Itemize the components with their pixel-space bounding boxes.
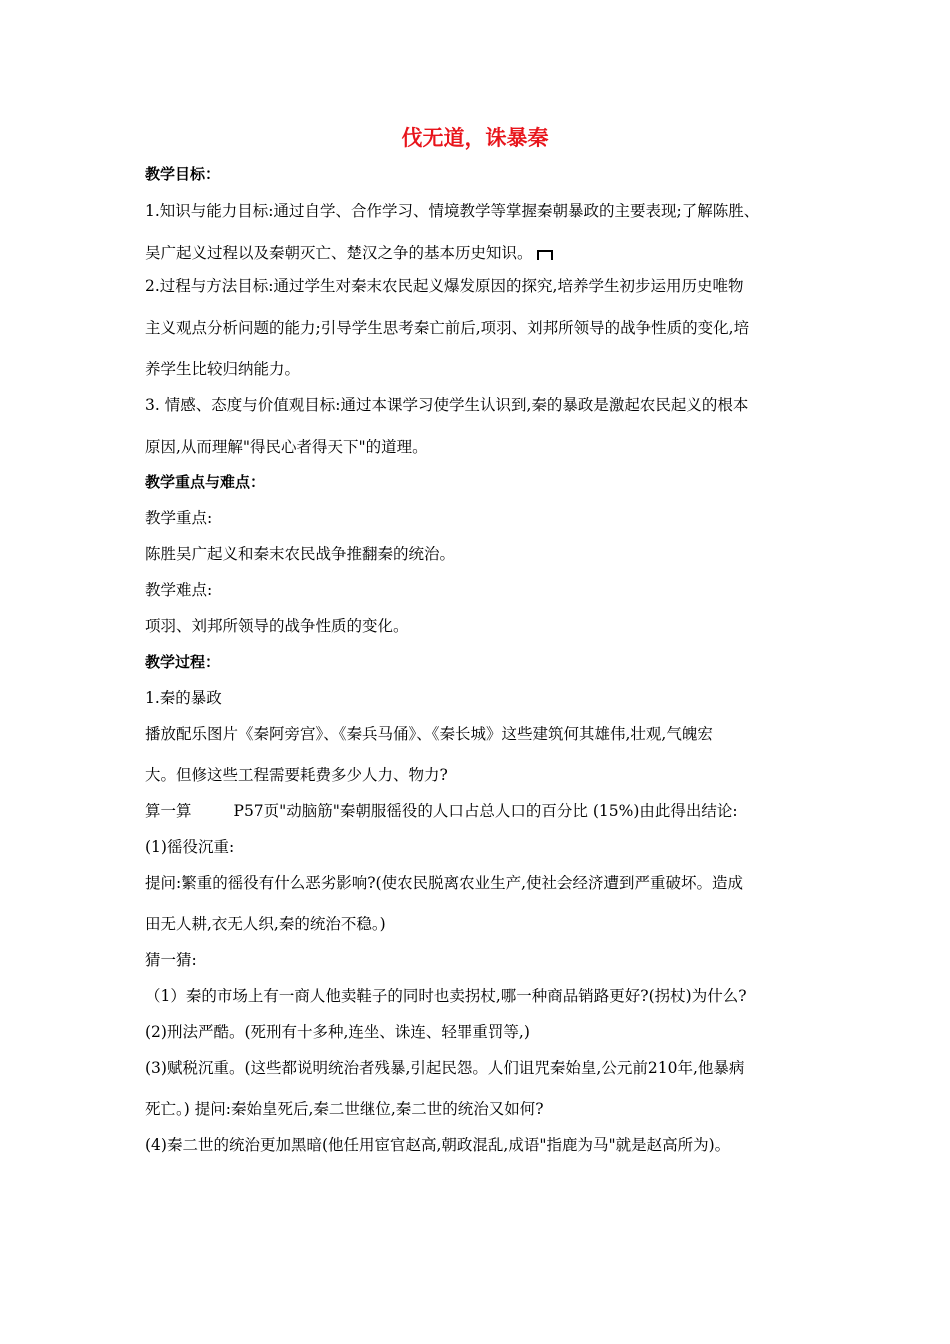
process-heading: 教学过程： (145, 653, 221, 671)
goal-1-line-1: 1.知识与能力目标:通过自学、合作学习、情境教学等掌握秦朝暴政的主要表现;了解陈胜、 (145, 202, 760, 220)
difficult-point-label: 教学难点: (145, 581, 213, 599)
process-paragraph-5-line-1: 提问:繁重的徭役有什么恶劣影响?(使农民脱离农业生产,使社会经济遭到严重破坏。造成 (145, 874, 744, 892)
process-item-1: 1.秦的暴政 (145, 689, 222, 707)
goal-2-line-1: 2.过程与方法目标:通过学生对秦末农民起义爆发原因的探究,培养学生初步运用历史唯物 (145, 277, 744, 295)
process-paragraph-2-line-1: 播放配乐图片《秦阿旁宫》、《秦兵马俑》、《秦长城》这些建筑何其雄伟,壮观,气魄宏 (145, 725, 713, 743)
difficult-point-text: 项羽、刘邦所领导的战争性质的变化。 (145, 617, 409, 635)
process-item-6: 猜一猜: (145, 951, 197, 969)
goal-2-line-2: 主义观点分析问题的能力;引导学生思考秦亡前后,项羽、刘邦所领导的战争性质的变化,培 (145, 319, 750, 337)
goal-3-line-2: 原因,从而理解"得民心者得天下"的道理。 (145, 438, 428, 456)
key-points-heading: 教学重点与难点： (145, 473, 266, 491)
goal-2-line-3: 养学生比较归纳能力。 (145, 360, 301, 378)
goal-1-line-2-text: 吴广起义过程以及秦朝灭亡、楚汉之争的基本历史知识。 (145, 244, 533, 262)
goal-1-line-2 (145, 243, 825, 263)
process-paragraph-3-label: 算一算 (145, 802, 192, 820)
process-paragraph-5-line-2: 田无人耕,衣无人织,秦的统治不稳。) (145, 915, 386, 933)
process-item-9-line-2: 死亡。) 提问:秦始皇死后,秦二世继位,秦二世的统治又如何? (145, 1100, 544, 1118)
process-paragraph-2-line-2: 大。但修这些工程需要耗费多少人力、物力? (145, 766, 448, 784)
goal-3-line-1: 3. 情感、态度与价值观目标:通过本课学习使学生认识到,秦的暴政是激起农民起义的根本 (145, 396, 749, 414)
goals-heading: 教学目标： (145, 165, 221, 183)
editing-mark-icon (537, 250, 553, 260)
process-item-10: (4)秦二世的统治更加黑暗(他任用宦官赵高,朝政混乱,成语"指鹿为马"就是赵高所为)。 (145, 1136, 731, 1154)
process-item-7: （1）秦的市场上有一商人他卖鞋子的同时也卖拐杖,哪一种商品销路更好?(拐杖)为什么? (145, 987, 747, 1005)
key-point-text: 陈胜吴广起义和秦末农民战争推翻秦的统治。 (145, 545, 456, 563)
document-title: 伐无道，诛暴秦 (401, 126, 549, 150)
process-paragraph-3 (145, 801, 825, 821)
key-point-label: 教学重点: (145, 509, 213, 527)
process-item-8: (2)刑法严酷。(死刑有十多种,连坐、诛连、轻罪重罚等,) (145, 1023, 530, 1041)
process-item-4: (1)徭役沉重: (145, 838, 235, 856)
process-paragraph-3-text: P57页"动脑筋"秦朝服徭役的人口占总人口的百分比 (15%)由此得出结论: (233, 802, 738, 820)
process-item-9-line-1: (3)赋税沉重。(这些都说明统治者残暴,引起民怨。人们诅咒秦始皇,公元前210年,他暴病 (145, 1059, 745, 1077)
